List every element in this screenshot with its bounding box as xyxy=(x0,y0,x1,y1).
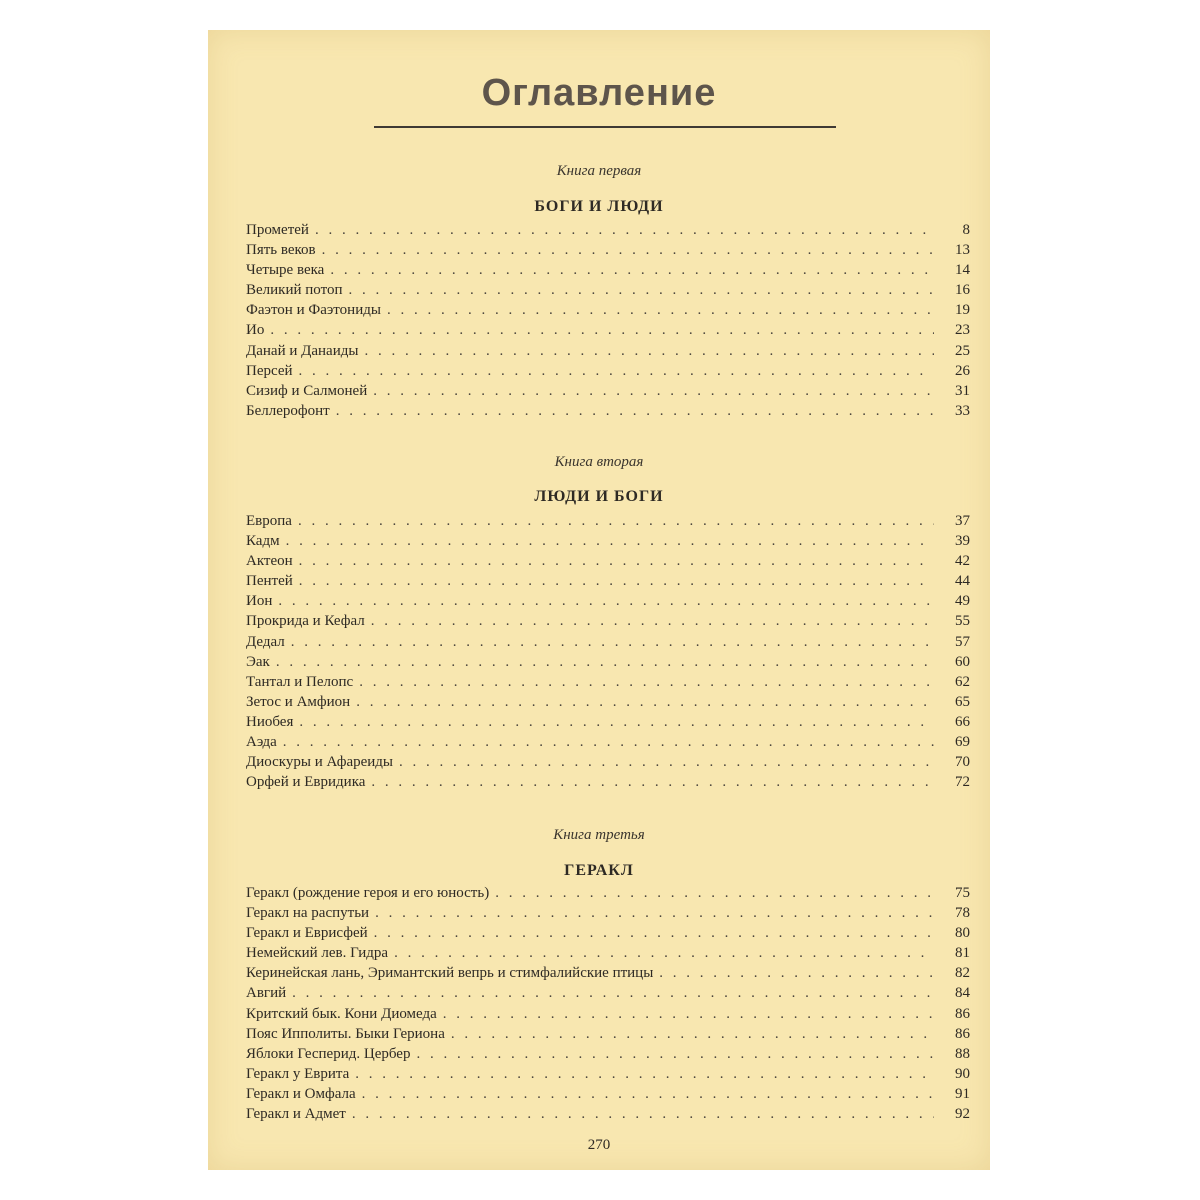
book-page xyxy=(208,30,990,1170)
toc-entry xyxy=(246,692,970,712)
book-label-3: Книга третья xyxy=(553,827,645,843)
toc-entry-page: 90 xyxy=(955,1065,970,1082)
toc-entry xyxy=(246,401,970,421)
toc-entry-page: 66 xyxy=(955,713,970,730)
toc-entry-page: 72 xyxy=(955,774,970,791)
toc-entry-page: 69 xyxy=(955,734,970,751)
toc-entry-title: Дедал xyxy=(246,633,285,650)
toc-entry-title: Геракл и Омфала xyxy=(246,1085,356,1102)
toc-entry-title: Ниобея xyxy=(246,713,294,730)
toc-entry-title: Геракл и Еврисфей xyxy=(246,925,368,942)
toc-entry xyxy=(246,551,970,571)
toc-entry-title: Ион xyxy=(246,593,273,610)
toc-entry-title: Пояс Ипполиты. Быки Гериона xyxy=(246,1025,445,1042)
toc-entry xyxy=(246,712,970,732)
toc-entry-title: Данай и Данаиды xyxy=(246,342,359,359)
toc-entry-title: Геракл (рождение героя и его юность) xyxy=(246,885,490,901)
dot-leader xyxy=(299,712,934,732)
toc-entry-page: 37 xyxy=(955,513,970,529)
toc-entry-page: 82 xyxy=(955,965,970,982)
toc-entry-page: 14 xyxy=(955,262,970,279)
toc-entry xyxy=(246,772,970,792)
section-title-3: ГЕРАКЛ xyxy=(564,862,634,879)
toc-entry-title: Диоскуры и Афареиды xyxy=(246,754,394,771)
toc-entry-page: 81 xyxy=(955,945,970,962)
toc-entry-title: Прокрида и Кефал xyxy=(246,613,365,630)
dot-leader xyxy=(394,943,934,963)
toc-list-3 xyxy=(246,883,970,1124)
toc-entry xyxy=(246,732,970,752)
toc-entry-title: Тантал и Пелопс xyxy=(246,673,354,690)
dot-leader xyxy=(330,260,934,280)
toc-entry xyxy=(246,752,970,772)
toc-entry-page: 62 xyxy=(955,673,970,690)
toc-entry xyxy=(246,1024,970,1044)
toc-entry-page: 84 xyxy=(955,985,970,1002)
toc-entry-title: Немейский лев. Гидра xyxy=(246,945,389,962)
toc-entry xyxy=(246,1004,970,1024)
toc-entry-page: 42 xyxy=(955,553,970,570)
toc-entry xyxy=(246,220,970,240)
toc-entry xyxy=(246,632,970,652)
toc-entry-title: Четыре века xyxy=(246,262,325,279)
dot-leader xyxy=(373,381,934,401)
toc-entry-page: 55 xyxy=(955,613,970,630)
toc-entry-page: 65 xyxy=(955,693,970,710)
dot-leader xyxy=(374,923,934,943)
page-title: Оглавление xyxy=(481,72,717,114)
toc-entry-title: Ио xyxy=(246,322,265,339)
toc-entry xyxy=(246,531,970,551)
toc-entry xyxy=(246,571,970,591)
toc-list-1 xyxy=(246,220,970,421)
toc-entry-page: 91 xyxy=(955,1085,970,1102)
dot-leader xyxy=(416,1044,934,1064)
toc-list-2 xyxy=(246,511,970,792)
book-label-1: Книга первая xyxy=(556,163,642,179)
toc-entry xyxy=(246,260,970,280)
dot-leader xyxy=(355,1064,934,1084)
toc-entry-title: Беллерофонт xyxy=(246,402,330,419)
toc-entry xyxy=(246,611,970,631)
dot-leader xyxy=(291,632,934,652)
toc-entry xyxy=(246,883,970,903)
dot-leader xyxy=(322,240,934,260)
dot-leader xyxy=(298,511,934,531)
toc-entry xyxy=(246,983,970,1003)
toc-entry-page: 49 xyxy=(955,593,970,610)
dot-leader xyxy=(292,983,934,1003)
dot-leader xyxy=(356,692,934,712)
toc-entry-title: Зетос и Амфион xyxy=(246,693,351,710)
toc-entry-page: 78 xyxy=(955,905,970,922)
toc-entry xyxy=(246,903,970,923)
dot-leader xyxy=(348,280,934,300)
dot-leader xyxy=(495,883,934,903)
dot-leader xyxy=(352,1104,934,1124)
toc-entry-page: 8 xyxy=(962,222,970,238)
toc-entry xyxy=(246,240,970,260)
dot-leader xyxy=(387,300,934,320)
toc-entry xyxy=(246,943,970,963)
dot-leader xyxy=(299,571,934,591)
toc-entry-title: Прометей xyxy=(246,222,309,238)
toc-entry xyxy=(246,591,970,611)
dot-leader xyxy=(359,672,934,692)
dot-leader xyxy=(283,732,934,752)
toc-entry xyxy=(246,963,970,983)
toc-entry-page: 57 xyxy=(955,633,970,650)
toc-entry-page: 16 xyxy=(955,282,970,299)
toc-entry xyxy=(246,300,970,320)
toc-entry-title: Европа xyxy=(246,513,292,529)
dot-leader xyxy=(362,1084,934,1104)
toc-entry-title: Эак xyxy=(246,653,270,670)
toc-entry-title: Керинейская лань, Эримантский вепрь и стимфалийские птицы xyxy=(246,965,654,982)
toc-entry-page: 88 xyxy=(955,1045,970,1062)
toc-entry xyxy=(246,381,970,401)
dot-leader xyxy=(299,551,934,571)
toc-entry xyxy=(246,672,970,692)
toc-entry xyxy=(246,1104,970,1124)
toc-entry-page: 86 xyxy=(955,1005,970,1022)
toc-entry xyxy=(246,511,970,531)
dot-leader xyxy=(299,361,934,381)
toc-entry-page: 60 xyxy=(955,653,970,670)
toc-entry-page: 13 xyxy=(955,242,970,259)
toc-entry-page: 44 xyxy=(955,573,970,590)
toc-entry-page: 92 xyxy=(955,1106,970,1123)
toc-entry xyxy=(246,923,970,943)
toc-entry-title: Фаэтон и Фаэтониды xyxy=(246,302,381,319)
dot-leader xyxy=(286,531,934,551)
dot-leader xyxy=(375,903,934,923)
toc-entry xyxy=(246,341,970,361)
toc-entry xyxy=(246,652,970,672)
toc-entry-title: Геракл на распутьи xyxy=(246,905,370,922)
toc-entry-title: Яблоки Гесперид. Цербер xyxy=(246,1045,411,1062)
dot-leader xyxy=(270,320,934,340)
toc-entry-page: 75 xyxy=(955,885,970,901)
toc-entry xyxy=(246,1084,970,1104)
toc-entry-page: 86 xyxy=(955,1025,970,1042)
toc-entry-title: Актеон xyxy=(246,553,293,570)
toc-entry xyxy=(246,320,970,340)
toc-entry-page: 80 xyxy=(955,925,970,942)
toc-entry-title: Кадм xyxy=(246,533,280,550)
toc-entry-page: 19 xyxy=(955,302,970,319)
toc-entry-title: Орфей и Евридика xyxy=(246,774,366,791)
toc-entry xyxy=(246,1064,970,1084)
toc-entry-title: Великий потоп xyxy=(246,282,343,299)
dot-leader xyxy=(276,652,934,672)
toc-entry-title: Критский бык. Кони Диомеда xyxy=(246,1005,437,1022)
toc-entry-page: 25 xyxy=(955,342,970,359)
title-rule xyxy=(374,126,836,128)
dot-leader xyxy=(371,611,934,631)
dot-leader xyxy=(399,752,934,772)
toc-entry-title: Геракл у Еврита xyxy=(246,1065,350,1082)
toc-entry xyxy=(246,280,970,300)
toc-entry-title: Авгий xyxy=(246,985,287,1002)
dot-leader xyxy=(659,963,934,983)
toc-entry-page: 70 xyxy=(955,754,970,771)
toc-entry-title: Пентей xyxy=(246,573,293,590)
dot-leader xyxy=(278,591,934,611)
dot-leader xyxy=(443,1004,934,1024)
toc-entry xyxy=(246,361,970,381)
toc-entry-page: 26 xyxy=(955,362,970,379)
toc-entry-title: Геракл и Адмет xyxy=(246,1106,346,1123)
dot-leader xyxy=(315,220,934,240)
toc-entry-title: Персей xyxy=(246,362,293,379)
dot-leader xyxy=(336,401,934,421)
dot-leader xyxy=(364,341,934,361)
toc-entry xyxy=(246,1044,970,1064)
toc-entry-page: 39 xyxy=(955,533,970,550)
toc-entry-title: Пять веков xyxy=(246,242,316,259)
toc-entry-page: 31 xyxy=(955,382,970,399)
toc-entry-page: 33 xyxy=(955,402,970,419)
toc-entry-title: Сизиф и Салмоней xyxy=(246,382,368,399)
toc-entry-title: Аэда xyxy=(246,734,277,751)
dot-leader xyxy=(451,1024,934,1044)
page-number: 270 xyxy=(587,1137,611,1153)
section-title-2: ЛЮДИ И БОГИ xyxy=(534,488,664,505)
section-title-1: БОГИ И ЛЮДИ xyxy=(534,198,664,215)
toc-entry-page: 23 xyxy=(955,322,970,339)
dot-leader xyxy=(371,772,934,792)
book-label-2: Книга вторая xyxy=(554,454,644,470)
